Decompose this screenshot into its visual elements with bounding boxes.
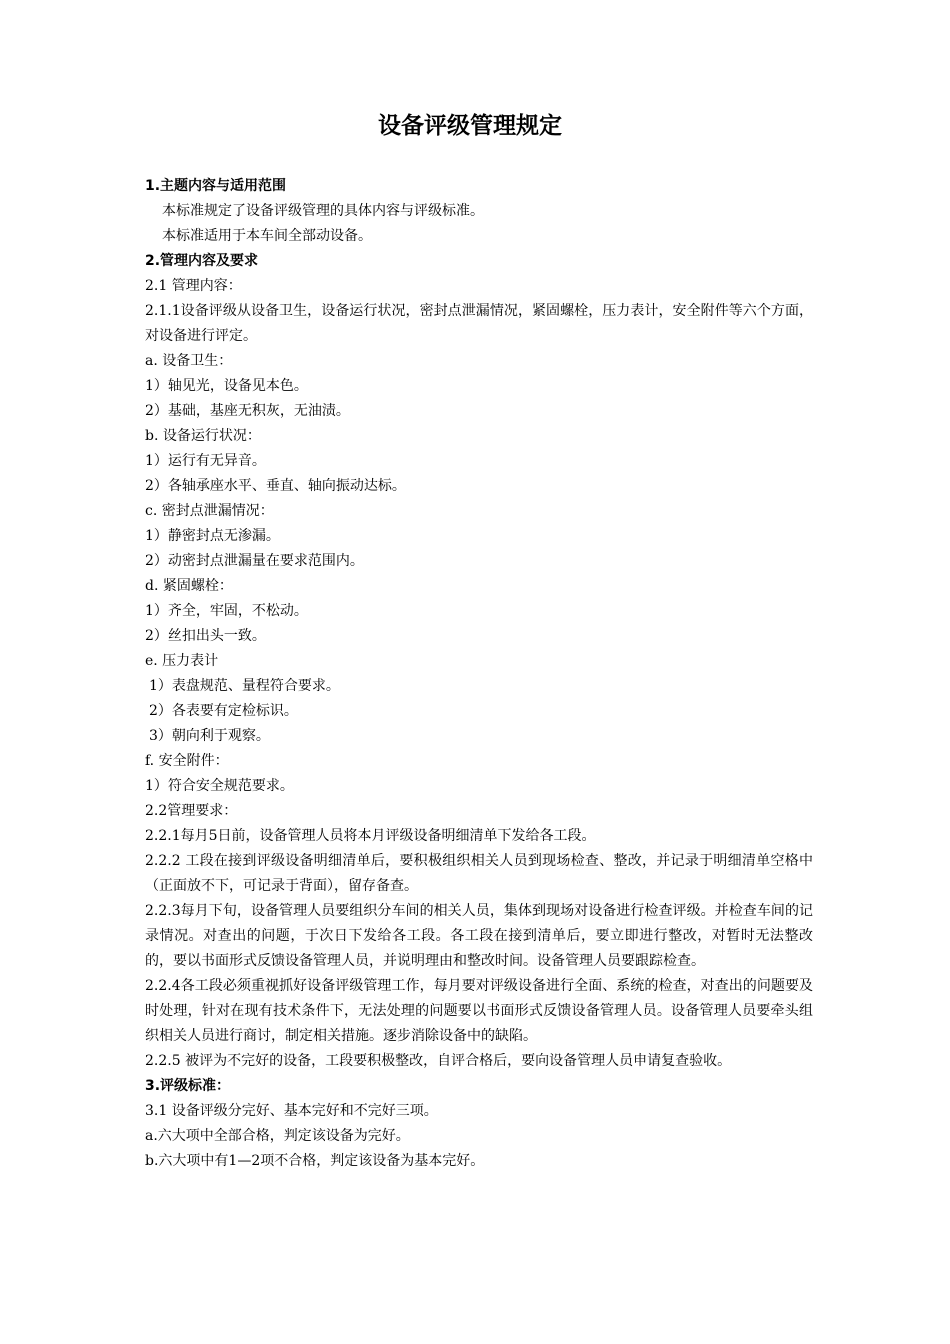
- list-item: 2）基础，基座无积灰，无油渍。: [145, 403, 350, 419]
- subsection-heading: 2.1 管理内容：: [145, 278, 242, 294]
- list-item: 2）丝扣出头一致。: [145, 628, 266, 644]
- list-heading: b. 设备运行状况：: [145, 428, 261, 444]
- document-body: [145, 174, 813, 1174]
- list-item: 1）符合安全规范要求。: [145, 778, 294, 794]
- list-item: 2）各表要有定检标识。: [149, 703, 298, 719]
- document-title: 设备评级管理规定: [378, 113, 562, 139]
- subsection-heading: 2.2管理要求：: [145, 803, 238, 819]
- list-item: 1）表盘规范、量程符合要求。: [149, 678, 340, 694]
- list-item: 1）运行有无异音。: [145, 453, 266, 469]
- section-3-heading: 3.评级标准：: [145, 1078, 231, 1094]
- list-item: 2）各轴承座水平、垂直、轴向振动达标。: [145, 478, 406, 494]
- list-item: b.六大项中有1—2项不合格，判定该设备为基本完好。: [145, 1153, 485, 1169]
- list-item: 3）朝向利于观察。: [149, 728, 270, 744]
- list-item: 1）齐全，牢固，不松动。: [145, 603, 308, 619]
- paragraph: 本标准适用于本车间全部动设备。: [162, 228, 372, 244]
- list-heading: d. 紧固螺栓：: [145, 578, 233, 594]
- paragraph: 2.2.4各工段必须重视抓好设备评级管理工作，每月要对评级设备进行全面、系统的检查，对查出的问题要及时处理，针对在现有技术条件下，无法处理的问题要以书面形式反馈设备管理人员。设备管理人员要牵头组织相关人员进行商讨，制定相关措施。逐步消除设备中的缺陷。: [145, 978, 813, 1044]
- list-heading: f. 安全附件：: [145, 753, 229, 769]
- list-item: 2）动密封点泄漏量在要求范围内。: [145, 553, 364, 569]
- paragraph: 3.1 设备评级分完好、基本完好和不完好三项。: [145, 1103, 438, 1119]
- list-item: 1）轴见光，设备见本色。: [145, 378, 308, 394]
- list-heading: e. 压力表计: [145, 653, 219, 669]
- section-1-heading: 1.主题内容与适用范围: [145, 178, 287, 194]
- paragraph: 2.2.2 工段在接到评级设备明细清单后，要积极组织相关人员到现场检查、整改，并记录于明细清单空格中（正面放不下，可记录于背面），留存备查。: [145, 853, 813, 894]
- paragraph: 2.2.1每月5日前，设备管理人员将本月评级设备明细清单下发给各工段。: [145, 828, 596, 844]
- list-heading: a. 设备卫生：: [145, 353, 233, 369]
- section-2-heading: 2.管理内容及要求: [145, 253, 259, 269]
- paragraph: 本标准规定了设备评级管理的具体内容与评级标准。: [162, 203, 484, 219]
- paragraph: 2.2.3每月下旬，设备管理人员要组织分车间的相关人员，集体到现场对设备进行检查评级。并检查车间的记录情况。对查出的问题，于次日下发给各工段。各工段在接到清单后，要立即进行整改，对暂时无法整改的，要以书面形式反馈设备管理人员，并说明理由和整改时间。设备管理人员要跟踪检查。: [145, 903, 813, 969]
- paragraph: 2.1.1设备评级从设备卫生，设备运行状况，密封点泄漏情况，紧固螺栓，压力表计，安全附件等六个方面，对设备进行评定。: [145, 303, 813, 344]
- list-item: 1）静密封点无渗漏。: [145, 528, 280, 544]
- list-heading: c. 密封点泄漏情况：: [145, 503, 274, 519]
- paragraph: 2.2.5 被评为不完好的设备，工段要积极整改，自评合格后，要向设备管理人员申请复查验收。: [145, 1053, 732, 1069]
- list-item: a.六大项中全部合格，判定该设备为完好。: [145, 1128, 410, 1144]
